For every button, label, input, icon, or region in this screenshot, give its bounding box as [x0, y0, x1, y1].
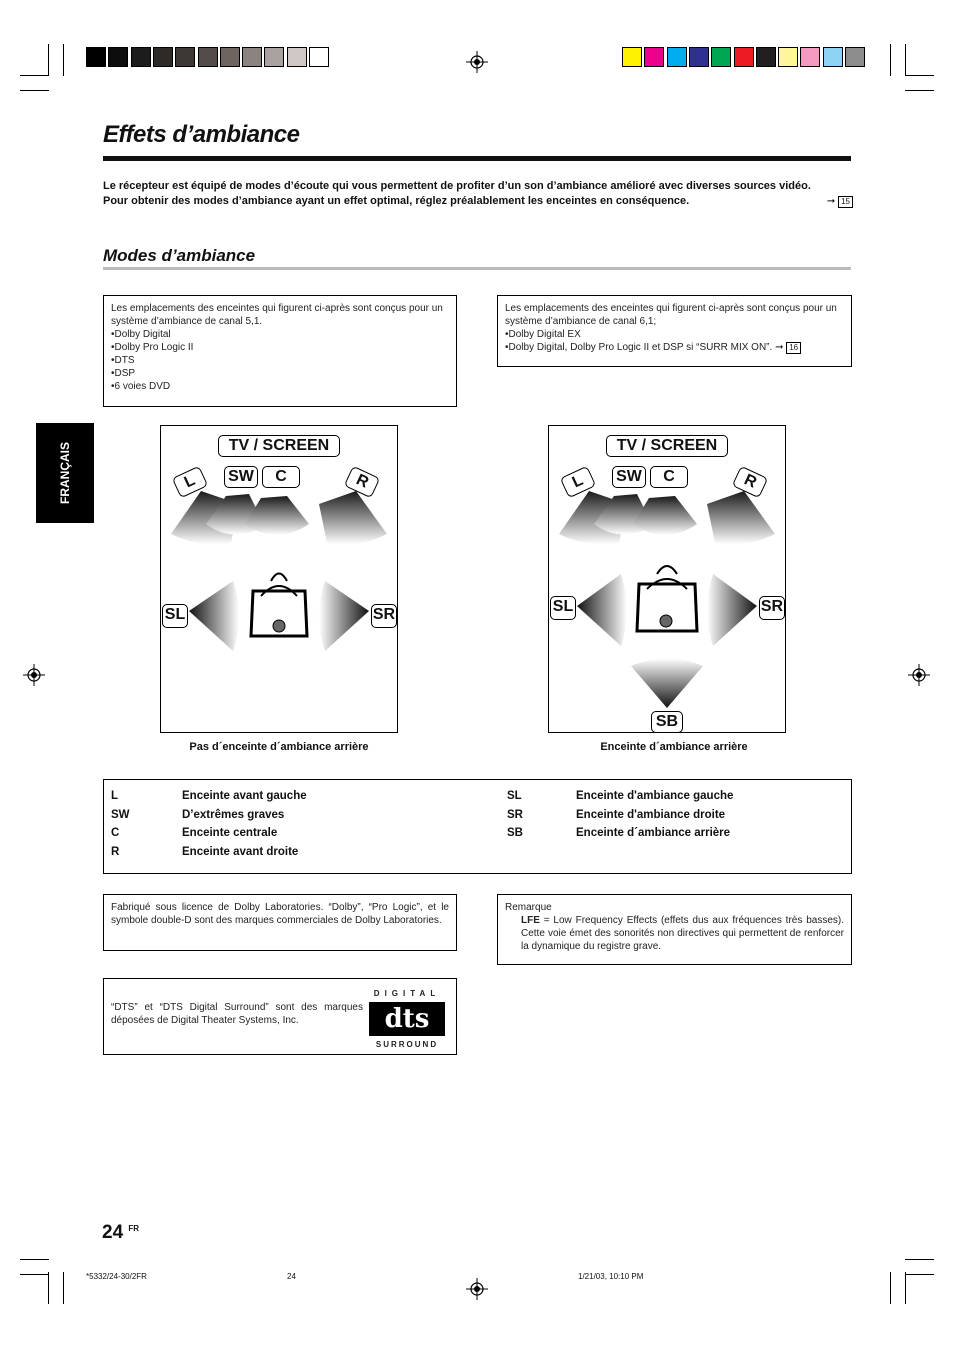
speaker-label-sw: SW [612, 466, 646, 488]
dts-logo-top: DIGITAL [373, 989, 441, 998]
language-tab [36, 423, 94, 523]
box-51-text: Les emplacements des enceintes qui figurent ci-après sont conçus pour un système d’ambiance de canal 5,1. [111, 303, 443, 327]
dts-logo-bottom: SURROUND [375, 1040, 439, 1049]
color-swatch [264, 47, 284, 67]
dts-logo-main: dts [369, 1002, 445, 1036]
speaker-label-sl: SL [162, 604, 188, 628]
diagram-caption-right: Enceinte d´ambiance arrière [600, 741, 748, 753]
page-title: Effets d’ambiance [103, 121, 300, 148]
color-swatch [667, 47, 687, 67]
speaker-beam-sb [631, 659, 703, 709]
box-51-channel [103, 295, 457, 407]
legend-desc: Enceinte avant droite [182, 846, 299, 858]
list-item-text: Dolby Digital, Dolby Pro Logic II et DSP si “SURR MIX ON”. [508, 342, 773, 353]
section-rule [103, 267, 851, 270]
title-rule [103, 156, 851, 161]
speaker-beam-r [707, 491, 775, 544]
box-51-list [111, 328, 449, 393]
tv-screen-label: TV / SCREEN [218, 435, 340, 457]
speaker-beam-c [245, 496, 309, 535]
speaker-label-c: C [262, 466, 300, 488]
list-item: • 6 voies DVD [111, 380, 449, 393]
footer-right: 1/21/03, 10:10 PM [578, 1272, 644, 1281]
color-swatch [287, 47, 307, 67]
dts-trademark-note: “DTS” et “DTS Digital Surround” sont des marques déposées de Digital Theater Systems, Inc. [111, 1002, 363, 1026]
list-item: • Dolby Digital [111, 328, 449, 341]
color-swatch [220, 47, 240, 67]
page-ref-number: 15 [838, 196, 853, 208]
speaker-label-l: L [560, 466, 596, 499]
speaker-label-r: R [344, 466, 380, 499]
intro-line-2: Pour obtenir des modes d’ambiance ayant un effet optimal, réglez préalablement les enceintes en conséquence. [103, 195, 690, 207]
page-number [102, 1222, 139, 1244]
speaker-label-r: R [732, 466, 768, 499]
speaker-diagram-61 [548, 425, 786, 733]
color-swatch [823, 47, 843, 67]
speaker-diagram-51 [160, 425, 398, 733]
legend-desc: Enceinte d´ambiance arrière [576, 827, 731, 839]
color-swatch [644, 47, 664, 67]
legend-desc: Enceinte d'ambiance droite [576, 809, 726, 821]
legend-code: SW [111, 809, 130, 821]
speaker-beam-c [633, 496, 697, 535]
footer-center: 24 [287, 1272, 296, 1281]
speaker-label-sb: SB [651, 711, 683, 733]
dts-trademark-box [103, 978, 457, 1055]
speaker-label-sr: SR [759, 596, 785, 620]
speaker-beam-sr [707, 574, 757, 646]
speaker-legend [103, 779, 852, 874]
color-swatch [689, 47, 709, 67]
speaker-beam-sl [189, 581, 239, 651]
color-swatch [800, 47, 820, 67]
speaker-beam-sr [319, 581, 369, 651]
dolby-trademark-note: Fabriqué sous licence de Dolby Laboratories. “Dolby”, “Pro Logic”, et le symbole double-D sont des marques commerciales de Dolby Laboratories. [103, 894, 457, 951]
color-swatch [153, 47, 173, 67]
registration-mark-icon [466, 1278, 488, 1300]
box-61-channel [497, 295, 852, 367]
listener-chair-icon [251, 574, 307, 637]
color-swatch [309, 47, 329, 67]
legend-code: R [111, 846, 120, 858]
list-item: • DSP [111, 367, 449, 380]
page-ref-number: 16 [786, 342, 801, 354]
legend-code: SL [507, 790, 522, 802]
diagram-caption-left: Pas d´enceinte d´ambiance arrière [189, 741, 369, 753]
color-swatch [622, 47, 642, 67]
page-reference: ➞ 15 [827, 194, 853, 209]
registration-mark-icon [466, 51, 488, 73]
list-item: • Dolby Pro Logic II [111, 341, 449, 354]
speaker-beam-sl [577, 574, 627, 646]
remark-heading: Remarque [505, 902, 552, 913]
color-swatch [175, 47, 195, 67]
legend-desc: Enceinte d'ambiance gauche [576, 790, 734, 802]
list-item: • Dolby Digital EX [505, 328, 844, 341]
color-swatch [198, 47, 218, 67]
listener-chair-icon [637, 566, 697, 631]
page-suffix: FR [128, 1224, 140, 1233]
list-item: • Dolby Digital, Dolby Pro Logic II et DSP si “SURR MIX ON”. ➞ 16 [505, 341, 844, 354]
remark-text: = Low Frequency Effects (effets dus aux fréquences très basses). Cette voie émet des sonorités non directives qui permettent de renforcer la dynamique du registre grave. [521, 915, 844, 952]
footer-left: *5332/24-30/2FR [86, 1272, 147, 1281]
speaker-label-sl: SL [550, 596, 576, 620]
remark-body [505, 914, 844, 953]
box-61-list [505, 328, 844, 354]
color-swatch [756, 47, 776, 67]
language-label: FRANÇAIS [58, 442, 72, 504]
color-swatch [242, 47, 262, 67]
remark-box [497, 894, 852, 965]
legend-code: SB [507, 827, 523, 839]
legend-code: C [111, 827, 120, 839]
legend-code: SR [507, 809, 523, 821]
legend-desc: Enceinte centrale [182, 827, 278, 839]
speaker-label-sw: SW [224, 466, 258, 488]
section-title: Modes d’ambiance [103, 246, 256, 265]
page-number-value: 24 [102, 1222, 124, 1243]
color-swatch [845, 47, 865, 67]
intro-paragraph [103, 179, 853, 209]
registration-mark-icon [23, 664, 45, 686]
color-swatch [734, 47, 754, 67]
color-swatch [131, 47, 151, 67]
legend-desc: D’extrêmes graves [182, 809, 285, 821]
tv-screen-label: TV / SCREEN [606, 435, 728, 457]
legend-code: L [111, 790, 119, 802]
intro-line-1: Le récepteur est équipé de modes d’écoute qui vous permettent de profiter d’un son d’ambiance amélioré avec diverses sources vidéo. [103, 180, 811, 192]
color-swatch [778, 47, 798, 67]
dts-logo [369, 987, 445, 1051]
legend-desc: Enceinte avant gauche [182, 790, 307, 802]
color-swatch [711, 47, 731, 67]
speaker-beam-r [319, 491, 387, 544]
color-swatch [108, 47, 128, 67]
box-61-text: Les emplacements des enceintes qui figurent ci-après sont conçus pour un système d’ambiance de canal 6,1; [505, 303, 837, 327]
speaker-label-sr: SR [371, 604, 397, 628]
list-item: • DTS [111, 354, 449, 367]
speaker-label-l: L [172, 466, 208, 499]
remark-term: LFE [521, 915, 540, 926]
color-swatch [86, 47, 106, 67]
registration-mark-icon [908, 664, 930, 686]
speaker-label-c: C [650, 466, 688, 488]
